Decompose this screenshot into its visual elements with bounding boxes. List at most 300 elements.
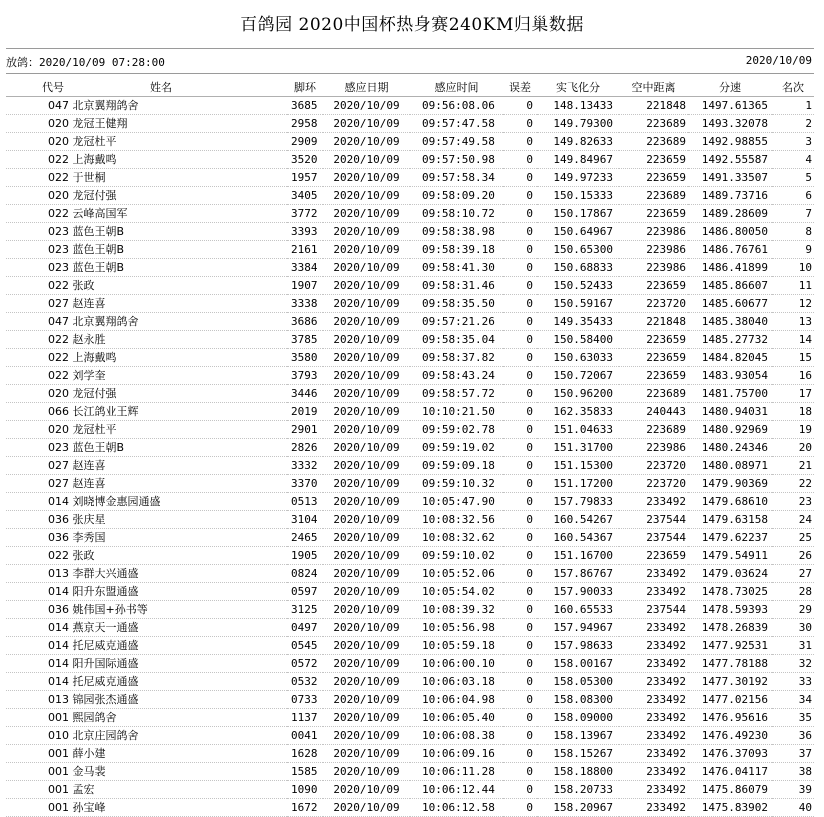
ring-cell: 1905: [291, 549, 318, 562]
date-cell: 2020/10/09: [333, 495, 400, 508]
date-cell: 2020/10/09: [333, 225, 400, 238]
time-cell: 09:57:21.26: [422, 315, 495, 328]
rank-cell: 24: [798, 513, 812, 526]
time-cell: 09:59:19.02: [422, 441, 495, 454]
loft-name-cell: 013 锦园张杰通盛: [48, 693, 139, 706]
date-cell: 2020/10/09: [333, 189, 400, 202]
distance-cell: 233492: [646, 783, 686, 796]
table-row: [6, 583, 814, 601]
table-row: [6, 637, 814, 655]
rank-cell: 25: [798, 531, 812, 544]
col-header-rank: 名次: [782, 81, 804, 94]
error-cell: 0: [526, 405, 533, 418]
error-cell: 0: [526, 279, 533, 292]
distance-cell: 233492: [646, 711, 686, 724]
rank-cell: 39: [798, 783, 812, 796]
loft-name-cell: 010 北京庄园鸽舍: [48, 729, 139, 742]
error-cell: 0: [526, 585, 533, 598]
ring-cell: 1957: [291, 171, 318, 184]
rank-cell: 16: [798, 369, 812, 382]
rank-cell: 13: [798, 315, 812, 328]
error-cell: 0: [526, 621, 533, 634]
time-cell: 09:58:31.46: [422, 279, 495, 292]
ring-cell: 2019: [291, 405, 318, 418]
time-cell: 09:59:10.02: [422, 549, 495, 562]
rank-cell: 8: [805, 225, 812, 238]
loft-name-cell: 022 刘学奎: [48, 369, 106, 382]
col-header-distance: 空中距离: [631, 81, 676, 94]
release-info: [6, 54, 814, 70]
date-cell: 2020/10/09: [333, 585, 400, 598]
time-cell: 09:59:09.18: [422, 459, 495, 472]
flight-time-cell: 149.79300: [553, 117, 613, 130]
time-cell: 09:59:02.78: [422, 423, 495, 436]
distance-cell: 237544: [646, 603, 686, 616]
date-cell: 2020/10/09: [333, 99, 400, 112]
speed-cell: 1486.41899: [701, 261, 768, 274]
error-cell: 0: [526, 765, 533, 778]
loft-name-cell: 001 金马裴: [48, 765, 106, 778]
error-cell: 0: [526, 117, 533, 130]
loft-name-cell: 020 龙冠杜平: [48, 423, 117, 436]
distance-cell: 221848: [646, 99, 686, 112]
error-cell: 0: [526, 549, 533, 562]
date-cell: 2020/10/09: [333, 261, 400, 274]
flight-time-cell: 149.35433: [553, 315, 613, 328]
flight-time-cell: 158.08300: [553, 693, 613, 706]
table-row: [6, 313, 814, 331]
error-cell: 0: [526, 729, 533, 742]
rank-cell: 35: [798, 711, 812, 724]
distance-cell: 223986: [646, 243, 686, 256]
speed-cell: 1479.68610: [701, 495, 768, 508]
speed-cell: 1479.63158: [701, 513, 768, 526]
loft-name-cell: 014 托尼威克通盛: [48, 639, 139, 652]
date-cell: 2020/10/09: [333, 639, 400, 652]
ring-cell: 3393: [291, 225, 318, 238]
speed-cell: 1478.59393: [701, 603, 768, 616]
loft-name-cell: 014 阳升国际通盛: [48, 657, 139, 670]
time-cell: 10:05:52.06: [422, 567, 495, 580]
speed-cell: 1493.32078: [701, 117, 768, 130]
table-row: [6, 565, 814, 583]
rank-cell: 4: [805, 153, 812, 166]
speed-cell: 1479.62237: [701, 531, 768, 544]
distance-cell: 223659: [646, 351, 686, 364]
time-cell: 09:57:47.58: [422, 117, 495, 130]
rank-cell: 2: [805, 117, 812, 130]
ring-cell: 3332: [291, 459, 318, 472]
col-header-code-name: [6, 80, 287, 97]
error-cell: 0: [526, 567, 533, 580]
rank-cell: 37: [798, 747, 812, 760]
flight-time-cell: 151.04633: [553, 423, 613, 436]
ring-cell: 3580: [291, 351, 318, 364]
rank-cell: 31: [798, 639, 812, 652]
table-row: [6, 691, 814, 709]
loft-name-cell: 022 于世桐: [48, 171, 106, 184]
ring-cell: 3772: [291, 207, 318, 220]
ring-cell: 1090: [291, 783, 318, 796]
loft-name-cell: 023 蓝色王朝B: [48, 441, 125, 454]
error-cell: 0: [526, 189, 533, 202]
table-row: [6, 619, 814, 637]
rank-cell: 26: [798, 549, 812, 562]
speed-cell: 1485.86607: [701, 279, 768, 292]
time-cell: 09:58:41.30: [422, 261, 495, 274]
table-row: [6, 385, 814, 403]
ring-cell: 3405: [291, 189, 318, 202]
table-row: [6, 511, 814, 529]
table-header: [6, 80, 814, 97]
error-cell: 0: [526, 423, 533, 436]
speed-cell: 1489.28609: [701, 207, 768, 220]
date-cell: 2020/10/09: [333, 531, 400, 544]
time-cell: 09:58:35.04: [422, 333, 495, 346]
time-cell: 09:58:39.18: [422, 243, 495, 256]
speed-cell: 1479.03624: [701, 567, 768, 580]
table-row: [6, 493, 814, 511]
error-cell: 0: [526, 639, 533, 652]
speed-cell: 1479.90369: [701, 477, 768, 490]
ring-cell: 0824: [291, 567, 318, 580]
time-cell: 10:05:56.98: [422, 621, 495, 634]
speed-cell: 1483.93054: [701, 369, 768, 382]
flight-time-cell: 150.63033: [553, 351, 613, 364]
time-cell: 10:08:32.62: [422, 531, 495, 544]
date-cell: 2020/10/09: [333, 657, 400, 670]
loft-name-cell: 022 云峰高国军: [48, 207, 128, 220]
ring-cell: 0572: [291, 657, 318, 670]
results-table: [6, 80, 814, 817]
date-cell: 2020/10/09: [333, 567, 400, 580]
ring-cell: 1672: [291, 801, 318, 814]
time-cell: 10:06:12.44: [422, 783, 495, 796]
speed-cell: 1478.73025: [701, 585, 768, 598]
distance-cell: 223720: [646, 477, 686, 490]
time-cell: 09:58:43.24: [422, 369, 495, 382]
date-cell: 2020/10/09: [333, 801, 400, 814]
speed-cell: 1489.73716: [701, 189, 768, 202]
flight-time-cell: 157.90033: [553, 585, 613, 598]
table-row: [6, 349, 814, 367]
date-cell: 2020/10/09: [333, 675, 400, 688]
ring-cell: 1907: [291, 279, 318, 292]
loft-name-cell: 047 北京翼翔鸽舍: [48, 99, 139, 112]
flight-time-cell: 149.84967: [553, 153, 613, 166]
table-row: [6, 241, 814, 259]
rank-cell: 28: [798, 585, 812, 598]
col-header-speed: 分速: [719, 81, 741, 94]
rank-cell: 6: [805, 189, 812, 202]
flight-time-cell: 150.59167: [553, 297, 613, 310]
flight-time-cell: 162.35833: [553, 405, 613, 418]
distance-cell: 221848: [646, 315, 686, 328]
distance-cell: 223986: [646, 261, 686, 274]
date-cell: 2020/10/09: [333, 315, 400, 328]
col-header-time: 感应时间: [434, 81, 479, 94]
date-cell: 2020/10/09: [333, 441, 400, 454]
error-cell: 0: [526, 603, 533, 616]
flight-time-cell: 158.00167: [553, 657, 613, 670]
error-cell: 0: [526, 153, 533, 166]
ring-cell: 2465: [291, 531, 318, 544]
flight-time-cell: 158.05300: [553, 675, 613, 688]
rank-cell: 21: [798, 459, 812, 472]
error-cell: 0: [526, 495, 533, 508]
loft-name-cell: 023 蓝色王朝B: [48, 243, 125, 256]
ring-cell: 3125: [291, 603, 318, 616]
ring-cell: 2901: [291, 423, 318, 436]
speed-cell: 1480.08971: [701, 459, 768, 472]
time-cell: 10:05:47.90: [422, 495, 495, 508]
error-cell: 0: [526, 135, 533, 148]
flight-time-cell: 158.20967: [553, 801, 613, 814]
error-cell: 0: [526, 693, 533, 706]
loft-name-cell: 022 上海戴鸣: [48, 153, 117, 166]
col-header-flight: 实飞化分: [556, 81, 600, 94]
rank-cell: 23: [798, 495, 812, 508]
ring-cell: 0513: [291, 495, 318, 508]
date-cell: 2020/10/09: [333, 153, 400, 166]
distance-cell: 223659: [646, 207, 686, 220]
table-row: [6, 403, 814, 421]
date-cell: 2020/10/09: [333, 387, 400, 400]
table-row: [6, 799, 814, 817]
flight-time-cell: 150.68833: [553, 261, 613, 274]
speed-cell: 1477.92531: [701, 639, 768, 652]
error-cell: 0: [526, 315, 533, 328]
ring-cell: 0497: [291, 621, 318, 634]
ring-cell: 1137: [291, 711, 318, 724]
ring-cell: 3104: [291, 513, 318, 526]
date-cell: 2020/10/09: [333, 279, 400, 292]
col-header-ring: 脚环: [294, 81, 316, 94]
time-cell: 10:05:59.18: [422, 639, 495, 652]
date-cell: 2020/10/09: [333, 207, 400, 220]
loft-name-cell: 014 刘晓博金惠园通盛: [48, 495, 161, 508]
distance-cell: 223986: [646, 441, 686, 454]
speed-cell: 1491.33507: [701, 171, 768, 184]
error-cell: 0: [526, 675, 533, 688]
rank-cell: 7: [805, 207, 812, 220]
distance-cell: 233492: [646, 639, 686, 652]
table-row: [6, 133, 814, 151]
loft-name-cell: 066 长江鸽业王辉: [48, 405, 139, 418]
date-cell: 2020/10/09: [333, 369, 400, 382]
distance-cell: 223720: [646, 297, 686, 310]
ring-cell: 3685: [291, 99, 318, 112]
flight-time-cell: 158.15267: [553, 747, 613, 760]
date-cell: 2020/10/09: [333, 603, 400, 616]
date-cell: 2020/10/09: [333, 117, 400, 130]
rank-cell: 22: [798, 477, 812, 490]
ring-cell: 2909: [291, 135, 318, 148]
date-cell: 2020/10/09: [333, 423, 400, 436]
loft-name-cell: 013 李群大兴通盛: [48, 567, 139, 580]
rank-cell: 19: [798, 423, 812, 436]
date-cell: 2020/10/09: [333, 711, 400, 724]
time-cell: 10:06:00.10: [422, 657, 495, 670]
speed-cell: 1476.95616: [701, 711, 768, 724]
time-cell: 10:06:11.28: [422, 765, 495, 778]
date-cell: 2020/10/09: [333, 765, 400, 778]
speed-cell: 1485.27732: [701, 333, 768, 346]
rank-cell: 30: [798, 621, 812, 634]
loft-name-cell: 022 赵永胜: [48, 333, 106, 346]
flight-time-cell: 149.97233: [553, 171, 613, 184]
distance-cell: 223659: [646, 171, 686, 184]
error-cell: 0: [526, 207, 533, 220]
rank-cell: 36: [798, 729, 812, 742]
flight-time-cell: 157.94967: [553, 621, 613, 634]
rank-cell: 1: [805, 99, 812, 112]
flight-time-cell: 151.15300: [553, 459, 613, 472]
loft-name-cell: 022 上海戴鸣: [48, 351, 117, 364]
error-cell: 0: [526, 387, 533, 400]
distance-cell: 223659: [646, 333, 686, 346]
rank-cell: 27: [798, 567, 812, 580]
ring-cell: 2161: [291, 243, 318, 256]
loft-name-cell: 001 熙园鸽舍: [48, 711, 117, 724]
table-row: [6, 331, 814, 349]
ring-cell: 3785: [291, 333, 318, 346]
distance-cell: 233492: [646, 675, 686, 688]
time-cell: 10:08:32.56: [422, 513, 495, 526]
distance-cell: 233492: [646, 495, 686, 508]
loft-name-cell: 014 托尼威克通盛: [48, 675, 139, 688]
table-row: [6, 673, 814, 691]
loft-name-cell: 001 孙宝峰: [48, 801, 106, 814]
error-cell: 0: [526, 171, 533, 184]
time-cell: 09:57:49.58: [422, 135, 495, 148]
time-cell: 09:57:58.34: [422, 171, 495, 184]
table-row: [6, 529, 814, 547]
speed-cell: 1486.80050: [701, 225, 768, 238]
time-cell: 10:06:12.58: [422, 801, 495, 814]
distance-cell: 233492: [646, 729, 686, 742]
loft-name-cell: 001 薛小建: [48, 747, 106, 760]
table-row: [6, 205, 814, 223]
rank-cell: 29: [798, 603, 812, 616]
flight-time-cell: 151.31700: [553, 441, 613, 454]
error-cell: 0: [526, 657, 533, 670]
error-cell: 0: [526, 459, 533, 472]
ring-cell: 3384: [291, 261, 318, 274]
speed-cell: 1486.76761: [701, 243, 768, 256]
rank-cell: 38: [798, 765, 812, 778]
distance-cell: 223689: [646, 117, 686, 130]
speed-cell: 1492.98855: [701, 135, 768, 148]
rank-cell: 12: [798, 297, 812, 310]
error-cell: 0: [526, 99, 533, 112]
time-cell: 10:06:05.40: [422, 711, 495, 724]
rank-cell: 5: [805, 171, 812, 184]
error-cell: 0: [526, 747, 533, 760]
table-row: [6, 115, 814, 133]
distance-cell: 233492: [646, 621, 686, 634]
table-row: [6, 187, 814, 205]
ring-cell: 3520: [291, 153, 318, 166]
distance-cell: 223689: [646, 387, 686, 400]
ring-cell: 0545: [291, 639, 318, 652]
error-cell: 0: [526, 297, 533, 310]
page-title: 百鸽园 2020中国杯热身赛240KM归巢数据: [240, 15, 584, 35]
table-row: [6, 763, 814, 781]
loft-name-cell: 022 张政: [48, 549, 95, 562]
date-cell: 2020/10/09: [333, 549, 400, 562]
flight-time-cell: 150.72067: [553, 369, 613, 382]
rank-cell: 32: [798, 657, 812, 670]
distance-cell: 223986: [646, 225, 686, 238]
flight-time-cell: 150.64967: [553, 225, 613, 238]
speed-cell: 1480.24346: [701, 441, 768, 454]
loft-name-cell: 020 龙冠杜平: [48, 135, 117, 148]
error-cell: 0: [526, 369, 533, 382]
time-cell: 09:58:09.20: [422, 189, 495, 202]
distance-cell: 223720: [646, 459, 686, 472]
date-cell: 2020/10/09: [333, 297, 400, 310]
time-cell: 10:06:03.18: [422, 675, 495, 688]
distance-cell: 223659: [646, 549, 686, 562]
loft-name-cell: 047 北京翼翔鸽舍: [48, 315, 139, 328]
loft-name-cell: 014 阳升东盟通盛: [48, 585, 139, 598]
table-row: [6, 277, 814, 295]
ring-cell: 2826: [291, 441, 318, 454]
speed-cell: 1477.78188: [701, 657, 768, 670]
distance-cell: 223689: [646, 135, 686, 148]
distance-cell: 237544: [646, 531, 686, 544]
time-cell: 10:08:39.32: [422, 603, 495, 616]
flight-time-cell: 150.65300: [553, 243, 613, 256]
loft-name-cell: 014 燕京天一通盛: [48, 621, 139, 634]
table-row: [6, 97, 814, 115]
loft-name-cell: 027 赵连喜: [48, 297, 106, 310]
error-cell: 0: [526, 243, 533, 256]
loft-name-cell: 023 蓝色王朝B: [48, 261, 125, 274]
ring-cell: 3686: [291, 315, 318, 328]
speed-cell: 1492.55587: [701, 153, 768, 166]
flight-time-cell: 160.54267: [553, 513, 613, 526]
table-row: [6, 151, 814, 169]
flight-time-cell: 150.15333: [553, 189, 613, 202]
flight-time-cell: 158.18800: [553, 765, 613, 778]
error-cell: 0: [526, 513, 533, 526]
date-cell: 2020/10/09: [333, 513, 400, 526]
ring-cell: 3446: [291, 387, 318, 400]
distance-cell: 223659: [646, 153, 686, 166]
distance-cell: 233492: [646, 567, 686, 580]
flight-time-cell: 157.79833: [553, 495, 613, 508]
error-cell: 0: [526, 801, 533, 814]
time-cell: 09:58:37.82: [422, 351, 495, 364]
time-cell: 09:56:08.06: [422, 99, 495, 112]
rank-cell: 18: [798, 405, 812, 418]
loft-name-cell: 027 赵连喜: [48, 477, 106, 490]
loft-name-cell: 036 姚伟国+孙书等: [48, 603, 148, 616]
ring-cell: 2958: [291, 117, 318, 130]
distance-cell: 237544: [646, 513, 686, 526]
ring-cell: 3370: [291, 477, 318, 490]
col-header-date: 感应日期: [344, 81, 389, 94]
table-row: [6, 259, 814, 277]
divider: [6, 48, 814, 49]
flight-time-cell: 157.86767: [553, 567, 613, 580]
ring-cell: 0733: [291, 693, 318, 706]
time-cell: 09:58:57.72: [422, 387, 495, 400]
flight-time-cell: 150.58400: [553, 333, 613, 346]
loft-name-cell: 022 张政: [48, 279, 95, 292]
